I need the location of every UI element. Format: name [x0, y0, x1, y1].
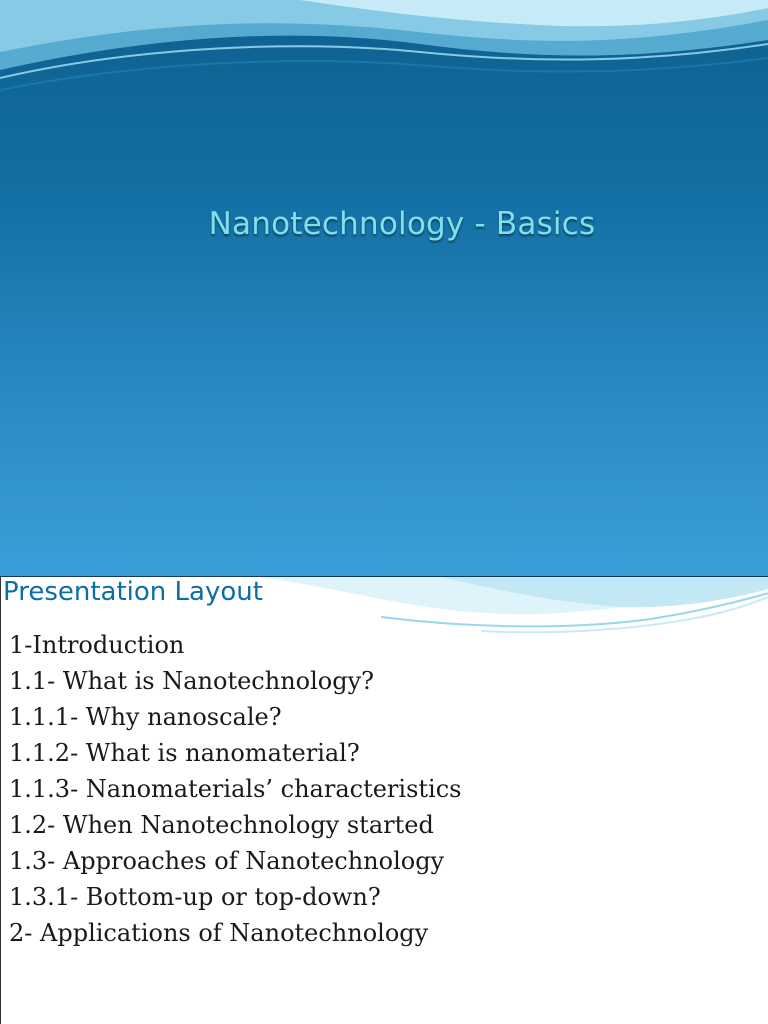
outline-item: 1.1.2- What is nanomaterial?: [9, 739, 360, 767]
outline-item: 1.1.1- Why nanoscale?: [9, 703, 282, 731]
outline-item: 1.1.3- Nanomaterials’ characteristics: [9, 775, 462, 803]
outline-item: 1.3- Approaches of Nanotechnology: [9, 847, 445, 875]
outline-item: 2- Applications of Nanotechnology: [9, 919, 429, 947]
outline-list: [9, 627, 461, 951]
outline-item: 1.1- What is Nanotechnology?: [9, 667, 375, 695]
wave-decoration: [0, 0, 768, 110]
outline-item: 1.3.1- Bottom-up or top-down?: [9, 883, 381, 911]
outline-heading: Presentation Layout: [3, 577, 263, 607]
slide-title: Nanotechnology - Basics: [208, 206, 596, 242]
outline-item: 1-Introduction: [9, 631, 185, 659]
outline-slide: [0, 577, 768, 1024]
outline-item: 1.2- When Nanotechnology started: [9, 811, 434, 839]
